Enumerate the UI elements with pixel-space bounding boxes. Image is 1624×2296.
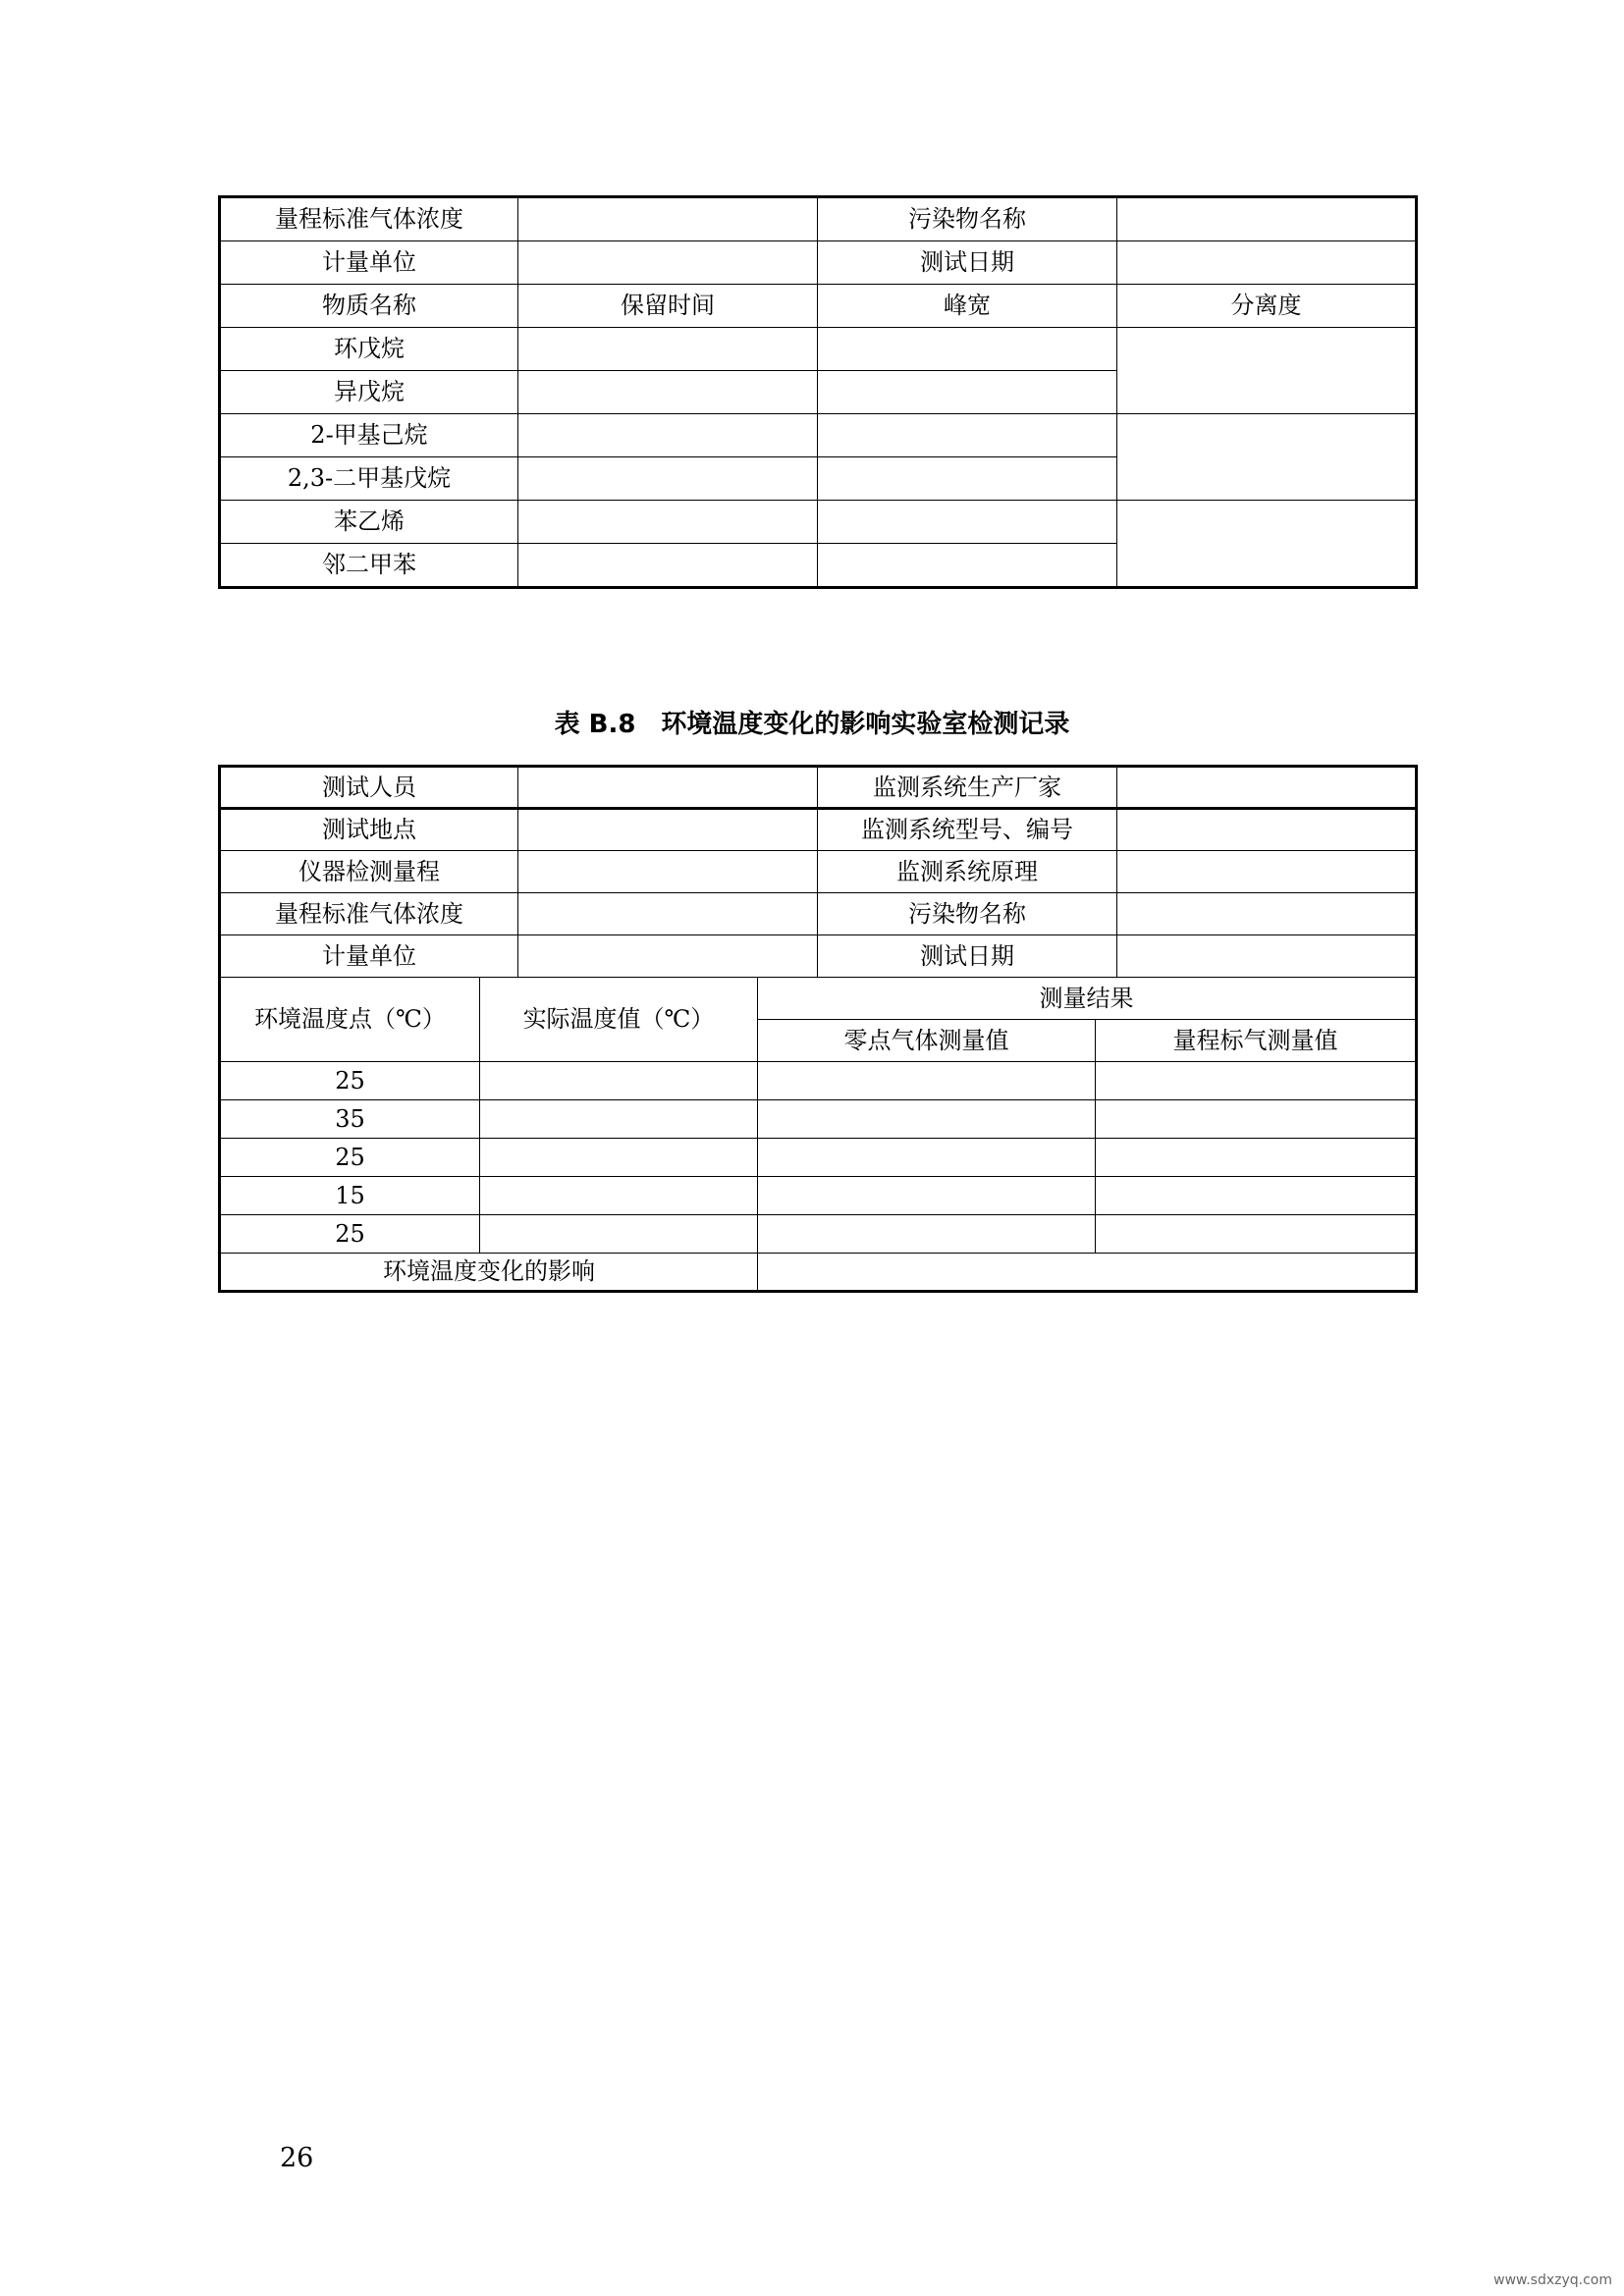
footer-value [758,1254,1417,1292]
substance-name: 2-甲基己烷 [220,414,518,457]
table-title: 表 B.8 环境温度变化的影响实验室检测记录 [554,710,1070,739]
info-label: 测试地点 [220,809,518,851]
info-value [518,851,818,893]
page-number: 26 [280,2143,314,2173]
temp-point: 15 [220,1177,480,1215]
temp-point: 25 [220,1139,480,1177]
info-label: 污染物名称 [818,893,1117,935]
temp-point: 25 [220,1062,480,1100]
info-value [518,935,818,978]
info-value [1117,935,1417,978]
resolution-cell [1117,501,1417,588]
info-value [1117,809,1417,851]
info-value [1117,893,1417,935]
temperature-influence-table [218,765,1418,1293]
substance-name: 异戊烷 [220,371,518,414]
header-temp-point: 环境温度点（℃） [220,978,480,1062]
header-resolution: 分离度 [1117,285,1417,328]
header-retention-time: 保留时间 [518,285,818,328]
span-gas-conc-label: 量程标准气体浓度 [220,197,518,241]
info-value [518,767,818,809]
pollutant-name-value [1117,197,1417,241]
resolution-cell [1117,414,1417,501]
header-span-gas: 量程标气测量值 [1096,1020,1417,1062]
info-value [1117,851,1417,893]
info-label: 仪器检测量程 [220,851,518,893]
info-value [518,893,818,935]
info-label: 监测系统型号、编号 [818,809,1117,851]
temp-point: 25 [220,1215,480,1254]
info-label: 监测系统生产厂家 [818,767,1117,809]
substance-name: 2,3-二甲基戊烷 [220,457,518,501]
header-peak-width: 峰宽 [818,285,1117,328]
header-substance: 物质名称 [220,285,518,328]
substance-name: 苯乙烯 [220,501,518,544]
unit-value [518,241,818,285]
test-date-value [1117,241,1417,285]
info-label: 计量单位 [220,935,518,978]
temp-point: 35 [220,1100,480,1139]
header-result: 测量结果 [758,978,1417,1020]
info-value [1117,767,1417,809]
header-actual-temp: 实际温度值（℃） [480,978,758,1062]
separation-table [218,195,1418,589]
info-value [518,809,818,851]
header-zero-gas: 零点气体测量值 [758,1020,1096,1062]
substance-name: 环戊烷 [220,328,518,371]
substance-name: 邻二甲苯 [220,544,518,588]
watermark: www.sdxzyq.com [1493,2272,1612,2288]
pollutant-name-label: 污染物名称 [818,197,1117,241]
unit-label: 计量单位 [220,241,518,285]
info-label: 测试日期 [818,935,1117,978]
info-label: 量程标准气体浓度 [220,893,518,935]
footer-label: 环境温度变化的影响 [220,1254,758,1292]
info-label: 测试人员 [220,767,518,809]
span-gas-conc-value [518,197,818,241]
resolution-cell [1117,328,1417,414]
info-label: 监测系统原理 [818,851,1117,893]
test-date-label: 测试日期 [818,241,1117,285]
